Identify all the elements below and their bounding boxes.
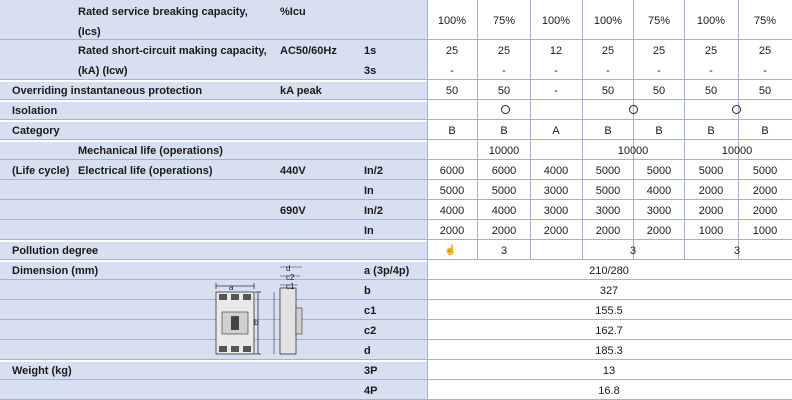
breaking-capacity-value: 100% xyxy=(541,15,571,27)
dimension-value: 155.5 xyxy=(595,305,623,317)
electrical-690-full-value: 2000 xyxy=(595,225,621,237)
electrical-690-half-value: 3000 xyxy=(646,205,672,217)
grid-row-line xyxy=(0,179,792,180)
in-label-440: In xyxy=(364,185,374,197)
making-capacity-sub-1s: 1s xyxy=(364,45,377,57)
category-value: B xyxy=(655,125,663,137)
making-capacity-sub-3s: 3s xyxy=(364,65,377,77)
making-capacity-label-1: Rated short-circuit making capacity, xyxy=(78,45,267,57)
electrical-440-half-value: 5000 xyxy=(595,165,621,177)
category-value: B xyxy=(500,125,508,137)
grid-row-line xyxy=(0,319,792,320)
dimension-value: 185.3 xyxy=(595,345,623,357)
isolation-circle-1-icon xyxy=(501,105,510,114)
dim-b-label: b xyxy=(364,285,371,297)
electrical-690-full-value: 1000 xyxy=(752,225,778,237)
electrical-440-half-value: 5000 xyxy=(698,165,724,177)
making-capacity-1s-value: 25 xyxy=(652,45,666,57)
isolation-circle-3-icon xyxy=(732,105,741,114)
breaking-capacity-value: 100% xyxy=(696,15,726,27)
breaking-capacity-unit: %Icu xyxy=(280,6,306,18)
weight-value: 16.8 xyxy=(598,385,620,397)
diagram-label-b: b xyxy=(254,318,259,327)
breaking-capacity-value: 75% xyxy=(492,15,516,27)
electrical-440-full-value: 4000 xyxy=(646,185,672,197)
electrical-440-full-value: 3000 xyxy=(543,185,569,197)
breaking-capacity-value: 75% xyxy=(753,15,777,27)
electrical-690-full-value: 2000 xyxy=(646,225,672,237)
electrical-440-half-value: 5000 xyxy=(646,165,672,177)
grid-col-line xyxy=(738,0,739,260)
category-value: B xyxy=(448,125,456,137)
isolation-circle-2-icon xyxy=(629,105,638,114)
grid-row-line xyxy=(0,159,792,160)
electrical-690-full-value: 2000 xyxy=(491,225,517,237)
mechanical-life-value: 10000 xyxy=(488,145,520,157)
electrical-life-label: Electrical life (operations) xyxy=(78,165,213,177)
electrical-690-full-value: 2000 xyxy=(439,225,465,237)
grid-row-line xyxy=(0,199,792,200)
isolation-label: Isolation xyxy=(12,105,58,117)
making-capacity-3s-value: - xyxy=(554,65,558,77)
pollution-value: 3 xyxy=(733,245,741,257)
breaking-capacity-value: 100% xyxy=(593,15,623,27)
weight-label: Weight (kg) xyxy=(12,365,72,377)
grid-col-line xyxy=(684,0,685,260)
electrical-440-full-value: 5000 xyxy=(439,185,465,197)
grid-row-line xyxy=(0,39,792,40)
in-label-690: In xyxy=(364,225,374,237)
grid-row-line xyxy=(0,299,792,300)
grid-row-line xyxy=(0,119,792,120)
overriding-value: 50 xyxy=(601,85,615,97)
electrical-440-full-value: 5000 xyxy=(491,185,517,197)
electrical-440-full-value: 2000 xyxy=(698,185,724,197)
grid-row-line xyxy=(0,79,792,80)
grid-row-line xyxy=(0,139,792,140)
grid-col-line xyxy=(477,0,478,260)
grid-row-line xyxy=(0,279,792,280)
grid-row-line xyxy=(0,259,792,260)
electrical-690-half-value: 2000 xyxy=(698,205,724,217)
dimension-value: 327 xyxy=(599,285,619,297)
diagram-label-c2: c2 xyxy=(286,273,295,282)
in-half-label-440: In/2 xyxy=(364,165,383,177)
grid-row-line xyxy=(0,339,792,340)
electrical-440-half-value: 6000 xyxy=(491,165,517,177)
diagram-label-d: d xyxy=(286,264,291,273)
dim-d-label: d xyxy=(364,345,371,357)
dim-a-label: a (3p/4p) xyxy=(364,265,410,277)
electrical-690-half-value: 3000 xyxy=(595,205,621,217)
making-capacity-1s-value: 25 xyxy=(704,45,718,57)
grid-col-line xyxy=(427,260,428,400)
grid-col-line xyxy=(427,0,428,260)
overriding-value: 50 xyxy=(652,85,666,97)
overriding-value: 50 xyxy=(497,85,511,97)
electrical-440-full-value: 2000 xyxy=(752,185,778,197)
mechanical-life-value: 10000 xyxy=(721,145,753,157)
overriding-protection-unit: kA peak xyxy=(280,85,322,97)
dim-c1-label: c1 xyxy=(364,305,377,317)
category-value: B xyxy=(604,125,612,137)
electrical-690-half-value: 3000 xyxy=(543,205,569,217)
electrical-690-half-value: 2000 xyxy=(752,205,778,217)
voltage-690-label: 690V xyxy=(280,205,306,217)
in-half-label-690: In/2 xyxy=(364,205,383,217)
making-capacity-3s-value: - xyxy=(709,65,713,77)
category-value: B xyxy=(707,125,715,137)
dimension-label: Dimension (mm) xyxy=(12,265,99,277)
making-capacity-label-2: (kA) (Icw) xyxy=(78,65,128,77)
pollution-hand-icon: ☝ xyxy=(444,245,457,256)
grid-col-line xyxy=(530,0,531,260)
making-capacity-1s-value: 25 xyxy=(497,45,511,57)
breaking-capacity-label-2: (Ics) xyxy=(78,26,101,38)
making-capacity-3s-value: - xyxy=(763,65,767,77)
making-capacity-unit: AC50/60Hz xyxy=(280,45,337,57)
making-capacity-3s-value: - xyxy=(606,65,610,77)
voltage-440-label: 440V xyxy=(280,165,306,177)
breaking-capacity-value: 100% xyxy=(437,15,467,27)
electrical-690-half-value: 4000 xyxy=(491,205,517,217)
electrical-690-full-value: 1000 xyxy=(698,225,724,237)
dim-c2-label: c2 xyxy=(364,325,377,337)
life-cycle-label: (Life cycle) xyxy=(12,165,70,177)
making-capacity-3s-value: - xyxy=(657,65,661,77)
pollution-value: 3 xyxy=(629,245,637,257)
grid-col-line xyxy=(633,0,634,260)
weight-3p-label: 3P xyxy=(364,365,378,377)
electrical-440-half-value: 4000 xyxy=(543,165,569,177)
breaking-capacity-value: 75% xyxy=(647,15,671,27)
grid-row-line xyxy=(0,359,792,360)
category-value: A xyxy=(552,125,560,137)
weight-value: 13 xyxy=(602,365,616,377)
overriding-value: 50 xyxy=(758,85,772,97)
electrical-690-full-value: 2000 xyxy=(543,225,569,237)
making-capacity-1s-value: 25 xyxy=(445,45,459,57)
grid-col-line xyxy=(582,0,583,260)
grid-row-line xyxy=(0,239,792,240)
category-label: Category xyxy=(12,125,60,137)
overriding-value: 50 xyxy=(704,85,718,97)
mechanical-life-label: Mechanical life (operations) xyxy=(78,145,223,157)
overriding-value: - xyxy=(554,85,558,97)
making-capacity-1s-value: 12 xyxy=(549,45,563,57)
electrical-690-half-value: 4000 xyxy=(439,205,465,217)
overriding-protection-label: Overriding instantaneous protection xyxy=(12,85,203,97)
grid-row-line xyxy=(0,219,792,220)
electrical-440-full-value: 5000 xyxy=(595,185,621,197)
dimension-value: 210/280 xyxy=(589,265,629,277)
grid-row-line xyxy=(0,99,792,100)
making-capacity-1s-value: 25 xyxy=(601,45,615,57)
making-capacity-3s-value: - xyxy=(450,65,454,77)
overriding-value: 50 xyxy=(445,85,459,97)
dimension-value: 162.7 xyxy=(595,325,623,337)
mechanical-life-value: 10000 xyxy=(617,145,649,157)
pollution-degree-label: Pollution degree xyxy=(12,245,99,257)
electrical-440-half-value: 5000 xyxy=(752,165,778,177)
breaker-dimension-diagram xyxy=(210,262,320,360)
making-capacity-3s-value: - xyxy=(502,65,506,77)
electrical-440-half-value: 6000 xyxy=(439,165,465,177)
breaking-capacity-label-1: Rated service breaking capacity, xyxy=(78,6,248,18)
pollution-value: 3 xyxy=(500,245,508,257)
diagram-label-c1: c1 xyxy=(286,282,295,291)
diagram-label-a: a xyxy=(229,283,234,292)
grid-row-line xyxy=(0,379,792,380)
weight-4p-label: 4P xyxy=(364,385,378,397)
making-capacity-1s-value: 25 xyxy=(758,45,772,57)
category-value: B xyxy=(761,125,769,137)
